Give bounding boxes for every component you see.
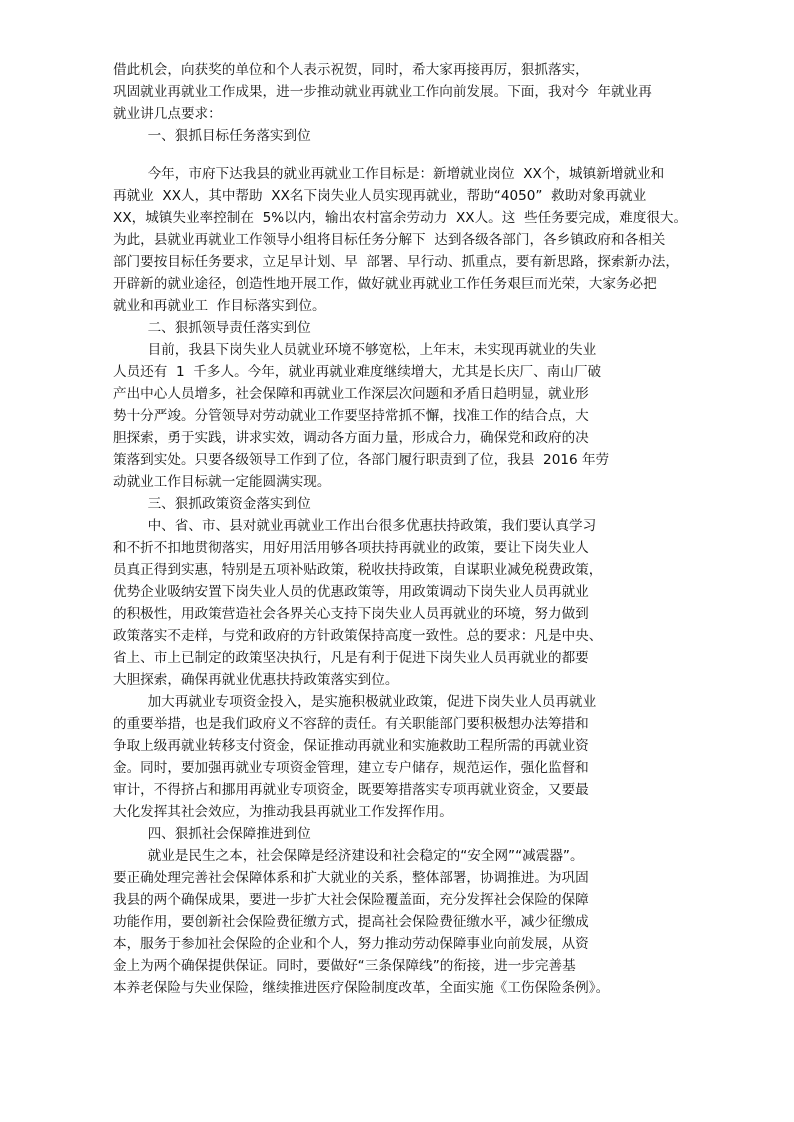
text-line: 开辟新的就业途径，创造性地开展工作，做好就业再就业工作任务艰巨而光荣，大家务必把: [113, 276, 657, 292]
text-line: 金上为两个确保提供保证。同时，要做好“三条保障线”的衔接，进一步完善基: [113, 958, 576, 974]
text-line: 为此，县就业再就业工作领导小组将目标任务分解下 达到各级各部门，各乡镇政府和各相关: [113, 232, 666, 248]
text-line: 产出中心人员增多，社会保障和再就业工作深层次问题和矛盾日趋明显，就业形: [113, 386, 589, 402]
text-line: 就业是民生之本，社会保障是经济建设和社会稳定的“安全网”“减震器”。: [113, 848, 584, 864]
text-line: 大化发挥其社会效应，为推动我县再就业工作发挥作用。: [113, 804, 453, 820]
text-line: 势十分严竣。分管领导对劳动就业工作要坚持常抓不懈，找准工作的结合点，大: [113, 408, 589, 424]
text-line: 加大再就业专项资金投入，是实施积极就业政策，促进下岗失业人员再就业: [113, 694, 597, 710]
text-line: 动就业工作目标就一定能圆满实现。: [113, 474, 331, 490]
text-line: 人员还有 1 千多人。今年，就业再就业难度继续增大，尤其是长庆厂、南山厂破: [113, 364, 602, 380]
text-line: 员真正得到实惠，特别是五项补贴政策，税收扶持政策，自谋职业减免税费政策，: [113, 562, 603, 578]
text-line: 审计，不得挤占和挪用再就业专项资金，既要筹措落实专项再就业资金，又要最: [113, 782, 589, 798]
text-line: 的重要举措，也是我们政府义不容辞的责任。有关职能部门要积极想办法筹措和: [113, 716, 589, 732]
text-line: 争取上级再就业转移支付资金，保证推动再就业和实施救助工程所需的再就业资: [113, 738, 589, 754]
text-line: 大胆探索，确保再就业优惠扶持政策落实到位。: [113, 672, 399, 688]
section-heading: 一、狠抓目标任务落实到位: [113, 128, 311, 144]
text-line: 本，服务于参加社会保险的企业和个人，努力推动劳动保障事业向前发展，从资: [113, 936, 589, 952]
text-line: 中、省、市、县对就业再就业工作出台很多优惠扶持政策，我们要认真学习: [113, 518, 597, 534]
text-line: 政策落实不走样，与党和政府的方针政策保持高度一致性。总的要求：凡是中央、: [113, 628, 603, 644]
text-line: 目前，我县下岗失业人员就业环境不够宽松，上年末，未实现再就业的失业: [113, 342, 597, 358]
text-line: 要正确处理完善社会保障体系和扩大就业的关系，整体部署，协调推进。为巩固: [113, 870, 589, 886]
text-line: 部门要按目标任务要求，立足早计划、早 部署、早行动、抓重点，要有新思路，探索新办法，: [113, 254, 679, 270]
text-line: 就业和再就业工 作目标落实到位。: [113, 298, 326, 314]
text-line: 再就业 XX人，其中帮助 XX名下岗失业人员实现再就业，帮助“4050” 救助对象再就业: [113, 188, 647, 204]
text-line: 巩固就业再就业工作成果，进一步推动就业再就业工作向前发展。下面，我对今 年就业再: [113, 84, 652, 100]
text-line: 胆探索，勇于实践，讲求实效，调动各方面力量，形成合力，确保党和政府的决: [113, 430, 589, 446]
section-heading: 二、狠抓领导责任落实到位: [113, 320, 311, 336]
text-line: 金。同时，要加强再就业专项资金管理，建立专户储存，规范运作，强化监督和: [113, 760, 589, 776]
text-line: 功能作用，要创新社会保险费征缴方式，提高社会保险费征缴水平，减少征缴成: [113, 914, 589, 930]
text-line: 优势企业吸纳安置下岗失业人员的优惠政策等，用政策调动下岗失业人员再就业: [113, 584, 589, 600]
text-line: 就业讲几点要求：: [113, 106, 222, 122]
text-line: 的积极性，用政策营造社会各界关心支持下岗失业人员再就业的环境，努力做到: [113, 606, 589, 622]
text-line: 策落到实处。只要各级领导工作到了位，各部门履行职责到了位，我县 2016 年劳: [113, 452, 610, 468]
text-line: 和不折不扣地贯彻落实，用好用活用够各项扶持再就业的政策，要让下岗失业人: [113, 540, 589, 556]
text-line: XX，城镇失业率控制在 5%以内，输出农村富余劳动力 XX人。这 些任务要完成，难度很大。: [113, 210, 688, 226]
section-heading: 四、狠抓社会保障推进到位: [113, 826, 311, 842]
text-line: 本养老保险与失业保险，继续推进医疗保险制度改革，全面实施《工伤保险条例》。: [113, 980, 610, 996]
text-line: 我县的两个确保成果，要进一步扩大社会保险覆盖面，充分发挥社会保险的保障: [113, 892, 589, 908]
section-heading: 三、狠抓政策资金落实到位: [113, 496, 311, 512]
text-line: 今年，市府下达我县的就业再就业工作目标是：新增就业岗位 XX个，城镇新增就业和: [113, 166, 665, 182]
text-line: 借此机会，向获奖的单位和个人表示祝贺，同时，希大家再接再厉，狠抓落实，: [113, 62, 589, 78]
text-line: 省上、市上已制定的政策坚决执行，凡是有利于促进下岗失业人员再就业的都要: [113, 650, 589, 666]
